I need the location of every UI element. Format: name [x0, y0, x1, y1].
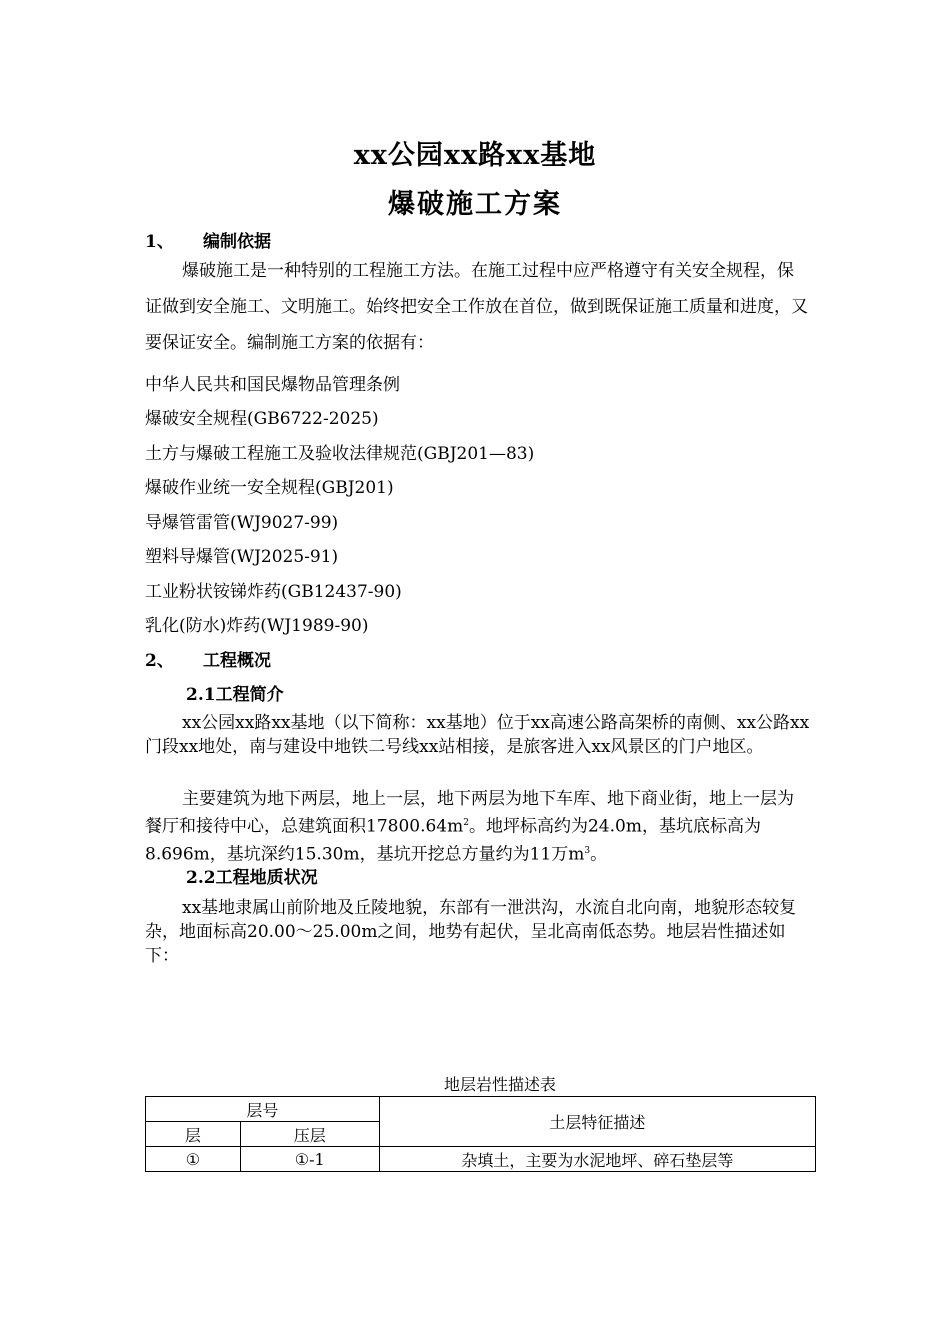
- subsection-2-1-heading: 2.1工程简介: [186, 685, 284, 705]
- project-intro-paragraph: xx公园xx路xx基地（以下简称：xx基地）位于xx高速公路高架桥的南侧、xx公路xx门段xx地处，南与建设中地铁二号线xx站相接，是旅客进入xx风景区的门户地区。: [145, 713, 810, 757]
- paragraph-text: 。: [590, 844, 608, 865]
- cell-sublayer: ①-1: [240, 1147, 379, 1172]
- header-layer-number: 层号: [146, 1097, 380, 1122]
- paragraph-text: 。地坪标高约为24.0m，基坑底标高为8.696m，基坑深约15.30m，基坑开挖总方量约为11万m: [145, 816, 761, 865]
- header-sublayer: 压层: [240, 1122, 379, 1147]
- reference-item: 塑料导爆管(WJ2025-91): [145, 547, 339, 567]
- section-title: 工程概况: [203, 651, 271, 671]
- reference-item: 工业粉状铵锑炸药(GB12437-90): [145, 582, 402, 602]
- superscript: 3: [584, 845, 591, 856]
- header-layer: 层: [146, 1122, 241, 1147]
- reference-item: 土方与爆破工程施工及验收法律规范(GBJ201—83): [145, 444, 535, 464]
- geology-paragraph: xx基地隶属山前阶地及丘陵地貌，东部有一泄洪沟，水流自北向南，地貌形态较复杂，地面标高20.00～25.00m之间，地势有起伏，呈北高南低态势。地层岩性描述如下：: [145, 898, 797, 966]
- strata-table: [145, 1096, 816, 1172]
- header-description: 土层特征描述: [379, 1097, 815, 1147]
- reference-item: 爆破安全规程(GB6722-2025): [145, 409, 379, 429]
- document-title: xx公园xx路xx基地: [353, 140, 597, 171]
- building-paragraph: [145, 787, 810, 866]
- paragraph-text: 主要建筑为地下两层，地上一层，地下两层为地下车库、地下商业街，地上一层为餐厅和接待中心，总建筑面积17800.64m: [145, 789, 794, 837]
- section-title: 编制依据: [203, 232, 271, 252]
- section-number: 2、: [145, 651, 174, 671]
- reference-item: 中华人民共和国民爆物品管理条例: [145, 375, 400, 395]
- reference-item: 爆破作业统一安全规程(GBJ201): [145, 478, 394, 498]
- reference-item: 乳化(防水)炸药(WJ1989-90): [145, 616, 369, 636]
- table-row: [146, 1147, 816, 1172]
- reference-item: 导爆管雷管(WJ9027-99): [145, 513, 339, 533]
- section-number: 1、: [145, 232, 174, 252]
- table-header-row: [146, 1097, 816, 1122]
- cell-description: 杂填土，主要为水泥地坪、碎石垫层等: [379, 1147, 815, 1172]
- document-subtitle: 爆破施工方案: [388, 189, 562, 220]
- section-1-intro: 爆破施工是一种特别的工程施工方法。在施工过程中应严格遵守有关安全规程，保证做到安全施工、文明施工。始终把安全工作放在首位，做到既保证施工质量和进度，又要保证安全。编制施工方案的依据有：: [145, 261, 808, 353]
- cell-layer: ①: [146, 1147, 241, 1172]
- subsection-2-2-heading: 2.2工程地质状况: [186, 868, 318, 888]
- superscript: 2: [463, 818, 469, 828]
- section-2-heading: [145, 646, 271, 671]
- section-1-heading: [145, 227, 271, 252]
- table-caption: 地层岩性描述表: [443, 1075, 556, 1094]
